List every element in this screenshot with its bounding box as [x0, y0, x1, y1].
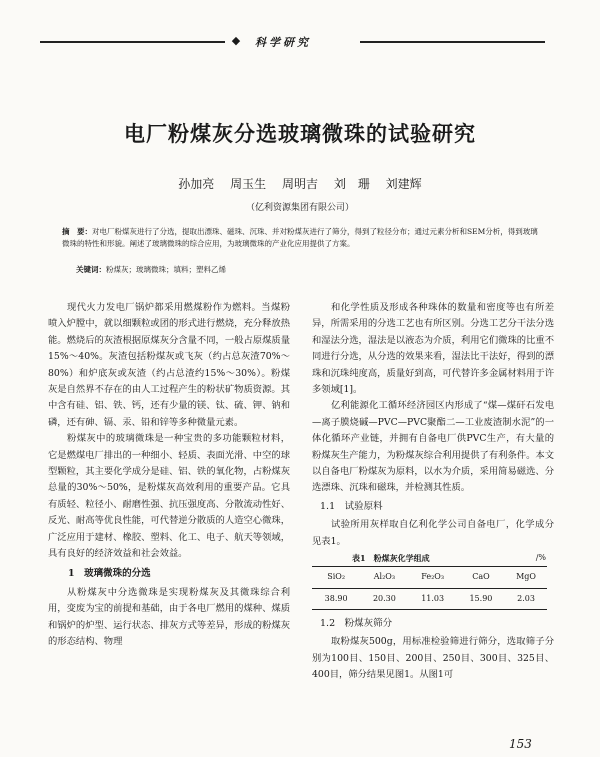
paragraph: 亿利能源化工循环经济园区内形成了“煤—煤矸石发电—离子膜烧碱—PVC—PVC聚酯二—工业废渣制水泥”的一体化循环产业链，并拥有自备电厂供PVC生产，有大量的粉煤灰生产能力，为粉煤灰综合利用提供了有利条件。本文以自备电厂粉煤灰为原料，以水为介质，采用简易磁选、分选漂珠、沉珠和磁珠，并检测其性质。	[312, 400, 554, 494]
paragraph: 现代火力发电厂锅炉都采用燃煤粉作为燃料。当煤粉喷入炉膛中，就以细颗粒或团的形式进行燃烧，充分释放热能。燃烧后的灰渣根据原煤灰分含量不同，一般占原煤质量15%～40%。灰渣包括粉煤灰或飞灰（约占总灰渣70%～80%）和炉底灰或灰渣（约占总渣约15%～30%）。粉煤灰是自然界不存在的由人工过程产生的粉状矿物质资源。其中含有硅、铝、铁、钙，还有少量的镁、钛、硫、钾、钠和磷，还有砷、镉、汞、铅和锌等多种微量元素。	[48, 302, 290, 428]
table-row	[312, 588, 547, 609]
abstract	[62, 226, 540, 250]
table-caption	[312, 550, 554, 564]
right-column	[312, 300, 554, 684]
paragraph: 试验所用灰样取自亿利化学公司自备电厂，化学成分见表1。	[312, 519, 554, 547]
table-cell: 38.90	[324, 593, 348, 603]
subsection-heading: 1.2 粉煤灰筛分	[320, 617, 393, 629]
table-header-row	[312, 567, 547, 588]
table-cell: 2.03	[517, 593, 535, 603]
article-title: 电厂粉煤灰分选玻璃微珠的试验研究	[124, 121, 476, 146]
header-diamond-icon: ◆	[231, 34, 241, 47]
author: 刘 珊	[333, 177, 370, 191]
left-column	[48, 300, 290, 651]
subsection-heading: 1.1 试验原料	[320, 500, 383, 512]
header-rule-right	[360, 41, 545, 43]
table-header-cell: MgO	[516, 572, 536, 582]
abstract-label: 摘 要：	[62, 227, 92, 236]
table-header-cell: Al₂O₃	[373, 572, 396, 582]
header-rule-left	[40, 41, 225, 43]
page-number: 153	[509, 737, 532, 751]
author-list	[0, 175, 600, 192]
affiliation: （亿利资源集团有限公司）	[245, 203, 354, 213]
paragraph: 从粉煤灰中分选微珠是实现粉煤灰及其微珠综合利用，变废为宝的前提和基础，由于各电厂燃用的煤种、煤质和锅炉的炉型、运行状态、排灰方式等差异，形成的粉煤灰的形态结构、物理	[48, 586, 290, 648]
paragraph: 粉煤灰中的玻璃微珠是一种宝贵的多功能颗粒材料，它是燃煤电厂排出的一种细小、轻质、表面光滑、中空的球型颗粒，其主要化学成分是硅、铝、铁的氧化物，占粉煤灰总量的30%～50%，是粉煤灰高效利用的重要产品。它具有质轻、粒径小、耐磨性强、抗压强度高、分散流动性好、反光、耐高等优良性能，可代替逆分散质的人造空心微珠，广泛应用于建材、橡胶、塑料、化工、电子、航天等领域，具有良好的经济效益和社会效益。	[48, 433, 290, 560]
section-heading: 1 玻璃微珠的分选	[68, 567, 151, 579]
keywords-label: 关键词：	[76, 265, 106, 274]
table-cell: 15.90	[469, 593, 493, 603]
table-title: 表1 粉煤灰化学组成	[352, 553, 430, 564]
abstract-text: 对电厂粉煤灰进行了分选，提取出漂珠、磁珠、沉珠、并对粉煤灰进行了筛分，得到了粒径分布；通过元素分析和SEM分析，得到玻璃微珠的特性和形貌。阐述了玻璃微珠的综合应用，为玻璃微珠的产业化应用提供了方案。	[62, 227, 538, 248]
keywords-text: 粉煤灰；玻璃微珠；填料；塑料乙烯	[106, 265, 226, 274]
header-section-label: 科学研究	[255, 36, 311, 49]
author: 孙加亮	[178, 177, 215, 191]
author: 周玉生	[230, 177, 267, 191]
composition-table	[312, 566, 547, 610]
table-cell: 20.30	[372, 593, 396, 603]
journal-header	[0, 32, 600, 50]
author: 周明吉	[281, 177, 318, 191]
table-header-cell: CaO	[472, 572, 490, 582]
table-cell: 11.03	[421, 593, 445, 603]
author: 刘建辉	[385, 177, 422, 191]
paragraph: 和化学性质及形成各种珠体的数量和密度等也有所差异，所需采用的分选工艺也有所区别。分选工艺分干法分选和湿法分选，湿法是以液态为介质，利用它们微珠的比重不同进行分选，从分选的效果来看，湿法比干法好，得到的漂珠和沉珠纯度高，质量好到高，可代替许多金属材料用于许多领域[1]。	[312, 302, 554, 396]
table-header-cell: SiO₂	[327, 572, 346, 582]
paragraph: 取粉煤灰500g，用标准检验筛进行筛分，选取筛子分别为100目、150目、200目、250目、300目、325目、400目，筛分结果见图1。从图1可	[312, 636, 554, 681]
table-header-cell: Fe₂O₃	[421, 572, 445, 582]
keywords	[76, 264, 226, 275]
table-unit: /%	[535, 553, 546, 563]
